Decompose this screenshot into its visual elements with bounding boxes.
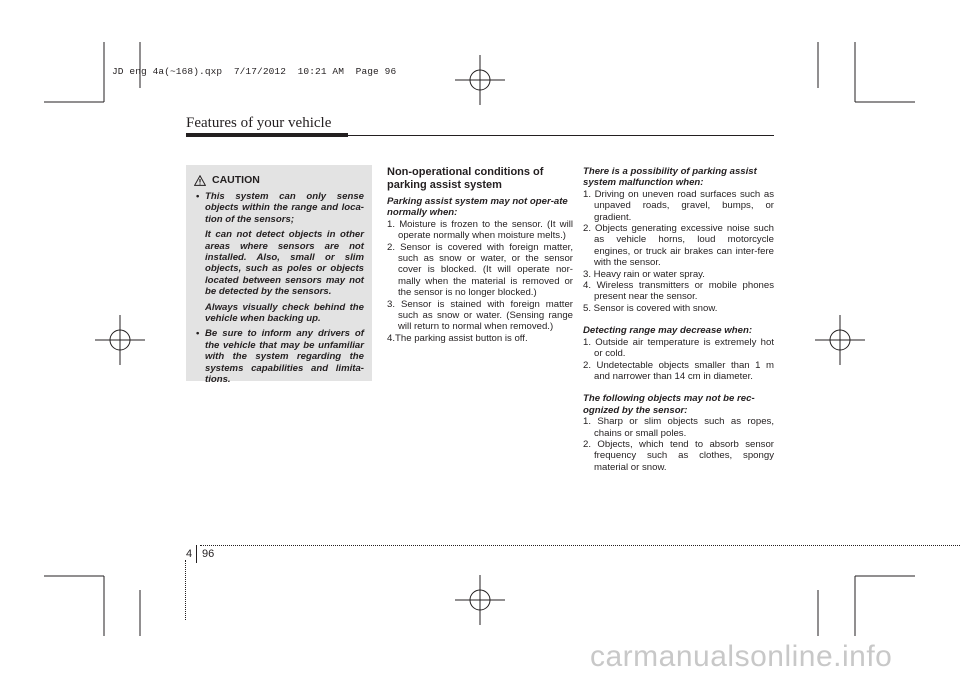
- list-item: 2. Undetectable objects smaller than 1 m and narrower than 14 cm in diameter.: [583, 359, 774, 382]
- caution-list: [194, 191, 364, 386]
- subheading-range: Detecting range may decrease when:: [583, 325, 753, 337]
- page-number: 96: [202, 548, 215, 560]
- subheading-malfunction: There is a possibility of parking assist system malfunction when:: [583, 166, 757, 189]
- watermark: carmanualsonline.info: [590, 640, 893, 673]
- list-item: 1. Sharp or slim objects such as ropes, chains or small poles.: [583, 416, 774, 439]
- list-item: 1. Outside air temperature is extremely hot or cold.: [583, 336, 774, 360]
- list-item: 2. Sensor is covered with foreign matter, such as snow or water, or the sensor cover is blocked. (It will operate nor-mally when the material is removed or the sensor is no longer blocked.): [387, 241, 573, 299]
- print-slug: JD eng 4a(~168).qxp 7/17/2012 10:21 AM Page 96: [112, 66, 397, 77]
- list-item: 3. Sensor is stained with foreign matter such as snow or water. (Sensing range will return to normal when removed.): [387, 298, 573, 333]
- list-item: 5. Sensor is covered with snow.: [583, 302, 718, 314]
- caution-box: [186, 165, 372, 386]
- list-item: 4.The parking assist button is off.: [387, 332, 528, 344]
- range-list: [583, 337, 774, 383]
- section-title: Features of your vehicle: [186, 115, 332, 131]
- footer-dotted-vertical: [185, 560, 186, 620]
- folio-divider: [196, 545, 197, 563]
- caution-bullet: [194, 328, 364, 385]
- header-rule-thick: [186, 133, 348, 137]
- caution-bullet1-p2: It can not detect objects in other areas where sensors are not installed. Also, small or slim objects, such as poles or objects located between sensors may not be detected by the sensors.: [205, 229, 364, 298]
- bullet-dot-icon: •: [196, 328, 200, 340]
- list-item: 4. Wireless transmitters or mobile phones present near the sensor.: [583, 280, 774, 303]
- conditions-list: [387, 219, 573, 344]
- malfunction-list: [583, 189, 774, 314]
- objects-list: [583, 416, 774, 473]
- caution-title: CAUTION: [212, 174, 260, 186]
- caution-bullet1-p1: This system can only sense objects within the range and loca-tion of the sensors;: [205, 191, 364, 225]
- list-item: 2. Objects, which tend to absorb sensor frequency such as clothes, spongy material or snow.: [583, 438, 774, 473]
- registration-target-top: [455, 55, 505, 105]
- section-heading: Non-operational conditions of parking assist system: [387, 166, 544, 191]
- column-right: [583, 166, 774, 473]
- list-item: 2. Objects generating excessive noise such as vehicle horns, loud motorcycle engines, or truck air brakes can inter-fere with the sensor.: [583, 223, 774, 269]
- subheading-objects: The following objects may not be rec-ognized by the sensor:: [583, 393, 755, 416]
- list-item: 3. Heavy rain or water spray.: [583, 268, 705, 280]
- caution-header: [194, 174, 364, 186]
- chapter-number: 4: [186, 548, 193, 560]
- footer-dotted-rule: [200, 545, 960, 546]
- subheading: Parking assist system may not oper-ate normally when:: [387, 196, 568, 219]
- warning-triangle-icon: [194, 175, 206, 186]
- caution-bullet1-p3: Always visually check behind the vehicle when backing up.: [205, 301, 364, 325]
- caution-bullet: [194, 191, 364, 324]
- list-item: 1. Moisture is frozen to the sensor. (It will operate normally when moisture melts.): [387, 218, 573, 242]
- caution-bullet2: Be sure to inform any drivers of the vehicle that may be unfamiliar with the system regarding the systems capabilities and limita-tions.: [205, 328, 364, 386]
- bullet-dot-icon: •: [196, 191, 200, 202]
- column-middle: [387, 166, 573, 344]
- header-rule-thin: [348, 135, 774, 136]
- list-item: 1. Driving on uneven road surfaces such as unpaved roads, gravel, bumps, or gradient.: [583, 188, 774, 223]
